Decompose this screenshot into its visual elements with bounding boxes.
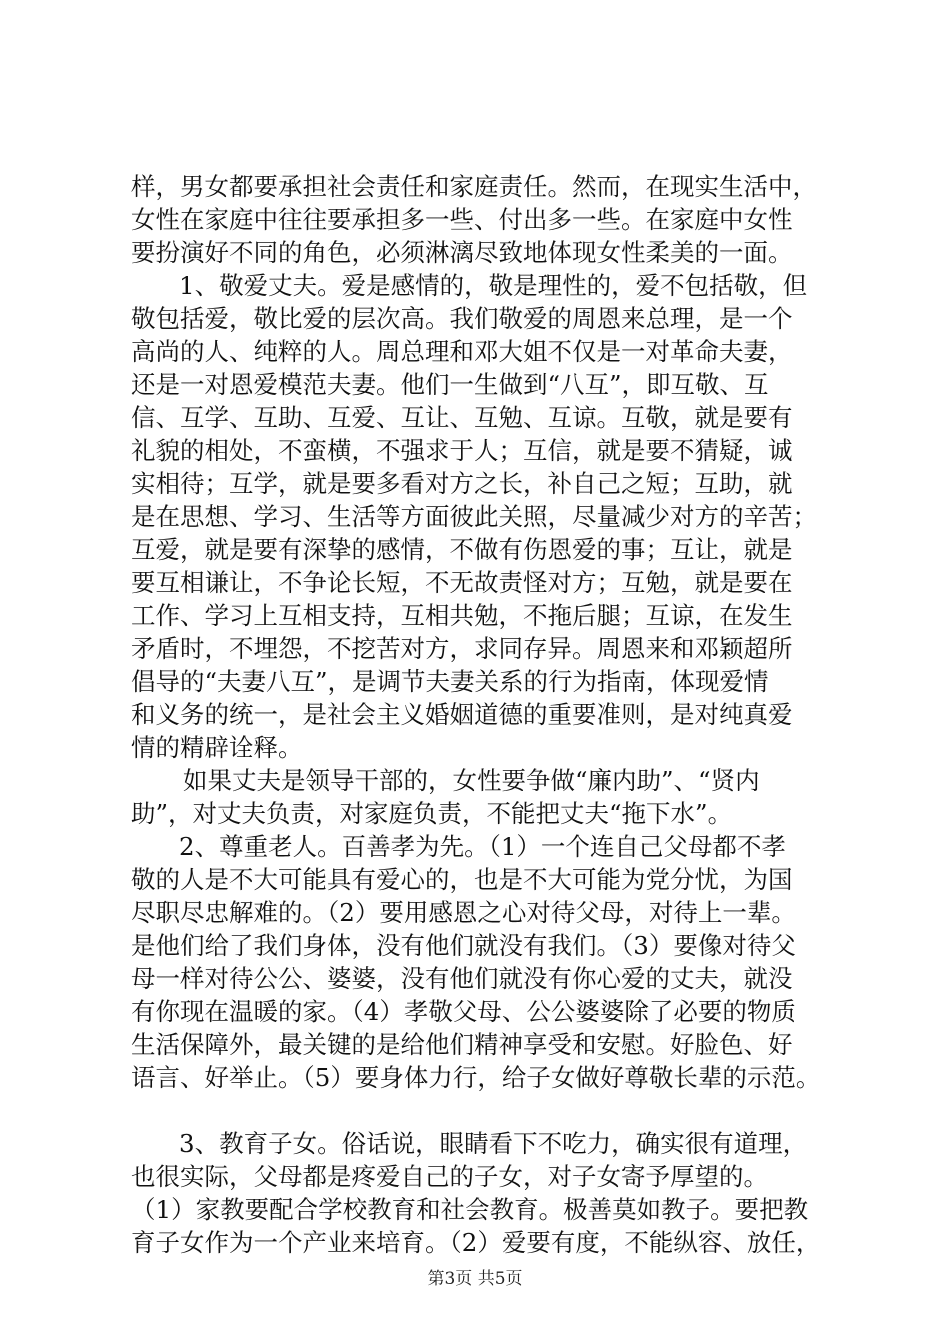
text-line: 高尚的人、纯粹的人。周总理和邓大姐不仅是一对革命夫妻， — [131, 337, 793, 366]
text-line: 3、教育子女。俗话说，眼睛看下不吃力，确实很有道理， — [179, 1129, 808, 1158]
text-line: 信、互学、互助、互爱、互让、互勉、互谅。互敬，就是要有 — [131, 403, 793, 432]
text-line: 1、敬爱丈夫。爱是感情的，敬是理性的，爱不包括敬，但 — [179, 271, 808, 300]
paragraph — [131, 1127, 851, 1259]
text-line: 是在思想、学习、生活等方面彼此关照，尽量减少对方的辛苦； — [131, 502, 817, 531]
text-line: 有你现在温暖的家。（4）孝敬父母、公公婆婆除了必要的物质 — [131, 997, 796, 1026]
text-line: 是他们给了我们身体，没有他们就没有我们。（3）要像对待父 — [131, 931, 796, 960]
text-line: 要扮演好不同的角色，必须淋漓尽致地体现女性柔美的一面。 — [131, 238, 793, 267]
blank-line — [131, 1094, 851, 1127]
text-line: 样，男女都要承担社会责任和家庭责任。然而，在现实生活中， — [131, 172, 817, 201]
paragraph — [131, 170, 851, 269]
paragraph — [131, 764, 851, 830]
page-footer: 第3页 共5页 — [427, 1269, 523, 1289]
text-line: 敬包括爱，敬比爱的层次高。我们敬爱的周恩来总理，是一个 — [131, 304, 793, 333]
text-line: 倡导的“夫妻八互”，是调节夫妻关系的行为指南，体现爱情 — [131, 667, 769, 696]
paragraph — [131, 269, 851, 764]
text-line: 工作、学习上互相支持，互相共勉，不拖后腿；互谅，在发生 — [131, 601, 793, 630]
paragraph — [131, 830, 851, 1094]
text-line: 助”，对丈夫负责，对家庭负责，不能把丈夫“拖下水”。 — [131, 799, 733, 828]
paragraph — [131, 1094, 851, 1127]
text-line: 语言、好举止。（5）要身体力行，给子女做好尊敬长辈的示范。 — [131, 1063, 821, 1092]
text-line: 生活保障外，最关键的是给他们精神享受和安慰。好脸色、好 — [131, 1030, 793, 1059]
text-line: 互爱，就是要有深挚的感情，不做有伤恩爱的事；互让，就是 — [131, 535, 793, 564]
text-line: 如果丈夫是领导干部的，女性要争做“廉内助”、“贤内 — [183, 766, 760, 795]
text-line: 和义务的统一，是社会主义婚姻道德的重要准则，是对纯真爱 — [131, 700, 793, 729]
text-line: 2、尊重老人。百善孝为先。（1）一个连自己父母都不孝 — [179, 832, 786, 861]
text-line: 还是一对恩爱模范夫妻。他们一生做到“八互”，即互敬、互 — [131, 370, 769, 399]
text-line: 要互相谦让，不争论长短，不无故责怪对方；互勉，就是要在 — [131, 568, 793, 597]
text-line: 母一样对待公公、婆婆，没有他们就没有你心爱的丈夫，就没 — [131, 964, 793, 993]
text-line: 尽职尽忠解难的。（2）要用感恩之心对待父母，对待上一辈。 — [131, 898, 796, 927]
text-line: 敬的人是不大可能具有爱心的，也是不大可能为党分忧，为国 — [131, 865, 793, 894]
text-line: 实相待；互学，就是要多看对方之长，补自己之短；互助，就 — [131, 469, 793, 498]
text-line: 也很实际，父母都是疼爱自己的子女，对子女寄予厚望的。 — [131, 1162, 768, 1191]
text-line: 育子女作为一个产业来培育。（2）爱要有度，不能纵容、放任， — [131, 1228, 821, 1257]
text-line: （1）家教要配合学校教育和社会教育。极善莫如教子。要把教 — [131, 1195, 809, 1224]
text-line: 礼貌的相处，不蛮横，不强求于人；互信，就是要不猜疑，诚 — [131, 436, 793, 465]
text-line: 女性在家庭中往往要承担多一些、付出多一些。在家庭中女性 — [131, 205, 793, 234]
document-body — [131, 170, 851, 1259]
text-line: 矛盾时，不埋怨，不挖苦对方，求同存异。周恩来和邓颖超所 — [131, 634, 793, 663]
text-line: 情的精辟诠释。 — [131, 733, 303, 762]
